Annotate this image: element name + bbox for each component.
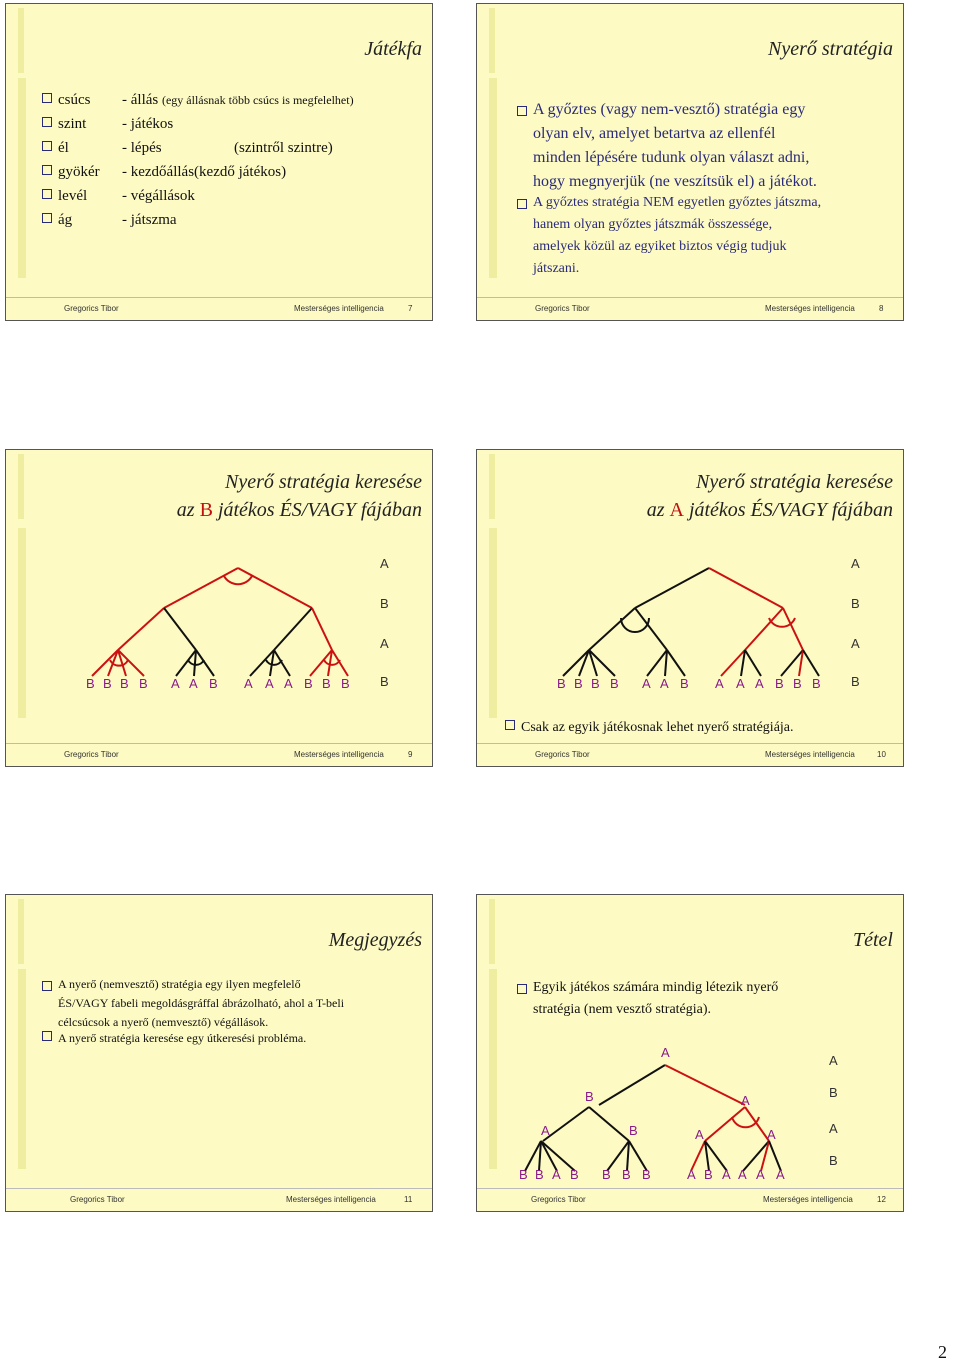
definition: - lépés bbox=[122, 140, 162, 156]
definition-row bbox=[42, 92, 354, 109]
level-label: B bbox=[829, 1085, 838, 1100]
and-or-tree bbox=[6, 450, 434, 746]
bullet-icon bbox=[517, 199, 527, 209]
bullet-icon bbox=[42, 1031, 52, 1041]
tree-edge bbox=[238, 568, 312, 608]
text-line: Egyik játékos számára mindig létezik nyerő bbox=[533, 980, 779, 995]
term: ág bbox=[58, 212, 73, 228]
slide-8 bbox=[476, 3, 904, 321]
title-prefix: az bbox=[176, 499, 200, 521]
leaf-label: B bbox=[519, 1167, 528, 1182]
note: (egy állásnak több csúcs is megfelelhet) bbox=[161, 93, 354, 107]
and-or-tree bbox=[477, 450, 905, 746]
tree-edge bbox=[274, 608, 312, 650]
page-number: 7 bbox=[408, 304, 413, 313]
tree-edge bbox=[705, 1107, 745, 1141]
slide-footer bbox=[477, 1188, 903, 1211]
bullet-icon bbox=[42, 213, 52, 223]
leaf-label: B bbox=[209, 676, 218, 691]
footer-author: Gregorics Tibor bbox=[70, 1195, 125, 1204]
leaf-label: B bbox=[103, 676, 112, 691]
bullet-text bbox=[517, 192, 821, 280]
footer-author: Gregorics Tibor bbox=[531, 1195, 586, 1204]
bullet-text bbox=[517, 98, 817, 194]
page-number-bottom: 2 bbox=[938, 1342, 947, 1362]
definition-row bbox=[42, 140, 333, 157]
leaf-label: A bbox=[265, 676, 274, 691]
definition-row bbox=[42, 164, 286, 181]
tree-edge bbox=[312, 608, 332, 650]
leaf-label: B bbox=[535, 1167, 544, 1182]
tree-edge bbox=[274, 650, 290, 676]
leaf-label: A bbox=[756, 1167, 765, 1182]
leaf-label: B bbox=[793, 676, 802, 691]
leaf-label: B bbox=[680, 676, 689, 691]
tree-edge bbox=[194, 650, 196, 676]
footer-author: Gregorics Tibor bbox=[535, 750, 590, 759]
leaf-label: B bbox=[642, 1167, 651, 1182]
term: levél bbox=[58, 188, 88, 204]
node-label: A bbox=[541, 1123, 550, 1138]
slide-10 bbox=[476, 449, 904, 767]
leaf-label: B bbox=[120, 676, 129, 691]
leaf-label: B bbox=[557, 676, 566, 691]
leaf-label: A bbox=[738, 1167, 747, 1182]
leaf-label: B bbox=[574, 676, 583, 691]
text-line: olyan elv, amelyet betartva az ellenfél bbox=[533, 125, 776, 142]
tree-edge bbox=[589, 608, 635, 650]
slide-9 bbox=[5, 449, 433, 767]
slide-7 bbox=[5, 3, 433, 321]
tree-edge bbox=[647, 650, 667, 676]
leaf-label: B bbox=[86, 676, 95, 691]
leaf-label: A bbox=[736, 676, 745, 691]
footer-course: Mesterséges intelligencia bbox=[763, 1195, 853, 1204]
level-label: B bbox=[851, 674, 860, 689]
tree-edge bbox=[803, 650, 819, 676]
leaf-label: B bbox=[341, 676, 350, 691]
page-number: 8 bbox=[879, 304, 884, 313]
leaf-label: B bbox=[610, 676, 619, 691]
slide-footer bbox=[6, 743, 432, 766]
leaf-label: A bbox=[687, 1167, 696, 1182]
tree-edge bbox=[745, 650, 761, 676]
text-line: A győztes (vagy nem-vesztő) stratégia egy bbox=[533, 101, 806, 118]
tree-edge bbox=[164, 568, 238, 608]
tree-edge bbox=[665, 650, 667, 676]
note: (szintről szintre) bbox=[234, 140, 333, 156]
text-line: A nyerő stratégia keresése egy útkeresési probléma. bbox=[58, 1031, 307, 1045]
bullet-icon bbox=[42, 141, 52, 151]
leaf-label: A bbox=[642, 676, 651, 691]
bullet-icon bbox=[505, 720, 515, 730]
bullet-icon bbox=[42, 117, 52, 127]
footer-course: Mesterséges intelligencia bbox=[294, 750, 384, 759]
definition: - kezdőállás(kezdő játékos) bbox=[122, 164, 287, 180]
leaf-label: A bbox=[171, 676, 180, 691]
term: gyökér bbox=[58, 164, 100, 180]
page-number: 10 bbox=[877, 750, 886, 759]
level-label: B bbox=[851, 596, 860, 611]
leaf-label: B bbox=[704, 1167, 713, 1182]
left-decoration bbox=[18, 969, 26, 1169]
tree-edge bbox=[589, 1107, 629, 1141]
text-line: játszani. bbox=[533, 261, 580, 276]
leaf-label: B bbox=[602, 1167, 611, 1182]
bullet-text bbox=[505, 720, 794, 736]
slide-11 bbox=[5, 894, 433, 1212]
text-line: amelyek közül az egyiket biztos végig tudjuk bbox=[533, 239, 787, 254]
level-label: A bbox=[829, 1053, 838, 1068]
level-label: A bbox=[829, 1121, 838, 1136]
bullet-text bbox=[42, 1031, 306, 1046]
term: csúcs bbox=[58, 92, 91, 108]
tree-edge bbox=[665, 1065, 745, 1105]
footer-course: Mesterséges intelligencia bbox=[765, 750, 855, 759]
node-label: A bbox=[741, 1093, 750, 1108]
footer-course: Mesterséges intelligencia bbox=[286, 1195, 376, 1204]
title-prefix: az bbox=[646, 499, 670, 521]
page-number: 9 bbox=[408, 750, 413, 759]
leaf-label: B bbox=[304, 676, 313, 691]
text-line: minden lépésére tudunk olyan választ adni, bbox=[533, 149, 810, 166]
leaf-label: B bbox=[322, 676, 331, 691]
slide-footer bbox=[477, 297, 903, 320]
title-suffix: játékos ÉS/VAGY fájában bbox=[212, 499, 422, 521]
leaf-label: A bbox=[722, 1167, 731, 1182]
leaf-label: B bbox=[139, 676, 148, 691]
tree-edge bbox=[92, 650, 118, 676]
leaf-label: B bbox=[775, 676, 784, 691]
text-line: A nyerő (nemvesztő) stratégia egy ilyen megfelelő bbox=[58, 977, 301, 991]
tree-edge bbox=[176, 650, 196, 676]
leaf-label: B bbox=[812, 676, 821, 691]
bullet-icon bbox=[42, 981, 52, 991]
left-decoration bbox=[489, 78, 497, 278]
definition: - állás bbox=[122, 92, 159, 108]
tree-edge bbox=[599, 1065, 665, 1105]
leaf-label: A bbox=[776, 1167, 785, 1182]
node-label: A bbox=[661, 1045, 670, 1060]
slide-title: Tétel bbox=[853, 929, 893, 951]
leaf-label: A bbox=[715, 676, 724, 691]
definition-row bbox=[42, 188, 195, 205]
node-label: B bbox=[629, 1123, 638, 1138]
title-bar bbox=[18, 8, 424, 73]
leaf-label: A bbox=[284, 676, 293, 691]
node-label: A bbox=[695, 1127, 704, 1142]
text-line: hanem olyan győztes játszmák összessége, bbox=[533, 217, 773, 232]
bullet-icon bbox=[42, 93, 52, 103]
game-tree bbox=[477, 895, 905, 1191]
slide-title: Játékfa bbox=[364, 38, 422, 60]
text-line: A győztes stratégia NEM egyetlen győztes játszma, bbox=[533, 195, 822, 210]
text-line: stratégia (nem vesztő stratégia). bbox=[533, 1002, 712, 1017]
node-label: A bbox=[767, 1127, 776, 1142]
definition-row bbox=[42, 212, 177, 229]
bullet-text bbox=[42, 975, 344, 1032]
tree-edge bbox=[196, 650, 214, 676]
bullet-icon bbox=[517, 106, 527, 116]
footer-author: Gregorics Tibor bbox=[64, 750, 119, 759]
title-suffix: játékos ÉS/VAGY fájában bbox=[683, 499, 893, 521]
text-line: hogy megnyerjük (ne veszítsük el) a játékot. bbox=[533, 173, 817, 190]
tree-edge bbox=[709, 568, 783, 608]
tree-edge bbox=[783, 608, 803, 650]
term: él bbox=[58, 140, 69, 156]
level-label: B bbox=[829, 1153, 838, 1168]
title-line: Nyerő stratégia keresése bbox=[696, 471, 893, 493]
page-number: 12 bbox=[877, 1195, 886, 1204]
text-line: ÉS/VAGY fabeli megoldásgráffal ábrázolható, ahol a T-beli bbox=[58, 996, 345, 1010]
and-arc bbox=[110, 660, 128, 666]
leaf-label: A bbox=[660, 676, 669, 691]
level-label: B bbox=[380, 674, 389, 689]
definition: - játszma bbox=[122, 212, 177, 228]
definition: - játékos bbox=[122, 116, 174, 132]
definition: - végállások bbox=[122, 188, 195, 204]
bullet-icon bbox=[42, 189, 52, 199]
level-label: B bbox=[380, 596, 389, 611]
title-bar bbox=[18, 899, 424, 964]
slide-title: Megjegyzés bbox=[328, 929, 422, 951]
slide-footer bbox=[6, 1188, 432, 1211]
tree-edge bbox=[332, 650, 348, 676]
tree-edge bbox=[667, 650, 685, 676]
title-player: B bbox=[199, 499, 213, 521]
leaf-label: A bbox=[189, 676, 198, 691]
bullet-icon bbox=[42, 165, 52, 175]
leaf-label: A bbox=[755, 676, 764, 691]
slide-title: Nyerő stratégia bbox=[768, 38, 893, 60]
slide-12 bbox=[476, 894, 904, 1212]
text-line: Csak az egyik játékosnak lehet nyerő stratégiája. bbox=[521, 720, 794, 735]
footer-course: Mesterséges intelligencia bbox=[294, 304, 384, 313]
page-number: 11 bbox=[404, 1195, 413, 1204]
definition-row bbox=[42, 116, 173, 133]
tree-edge bbox=[635, 568, 709, 608]
tree-edge bbox=[164, 608, 196, 650]
tree-edge bbox=[745, 608, 783, 650]
text-line: célcsúcsok a nyerő (nemvesztő) végállások. bbox=[58, 1015, 269, 1029]
level-label: A bbox=[380, 636, 389, 651]
level-label: A bbox=[851, 556, 860, 571]
tree-edge bbox=[118, 608, 164, 650]
leaf-label: A bbox=[244, 676, 253, 691]
slide-footer bbox=[6, 297, 432, 320]
leaf-label: B bbox=[591, 676, 600, 691]
footer-author: Gregorics Tibor bbox=[64, 304, 119, 313]
tree-edge bbox=[635, 608, 667, 650]
tree-edge bbox=[563, 650, 589, 676]
footer-author: Gregorics Tibor bbox=[535, 304, 590, 313]
title-player: A bbox=[669, 499, 684, 521]
footer-course: Mesterséges intelligencia bbox=[765, 304, 855, 313]
tree-edge bbox=[745, 1107, 769, 1141]
leaf-label: A bbox=[552, 1167, 561, 1182]
level-label: A bbox=[851, 636, 860, 651]
leaf-label: B bbox=[622, 1167, 631, 1182]
title-bar bbox=[489, 8, 895, 73]
leaf-label: B bbox=[570, 1167, 579, 1182]
title-line: Nyerő stratégia keresése bbox=[225, 471, 422, 493]
and-arc bbox=[224, 576, 252, 584]
term: szint bbox=[58, 116, 87, 132]
left-decoration bbox=[18, 78, 26, 278]
node-label: B bbox=[585, 1089, 594, 1104]
slide-footer bbox=[477, 743, 903, 766]
level-label: A bbox=[380, 556, 389, 571]
